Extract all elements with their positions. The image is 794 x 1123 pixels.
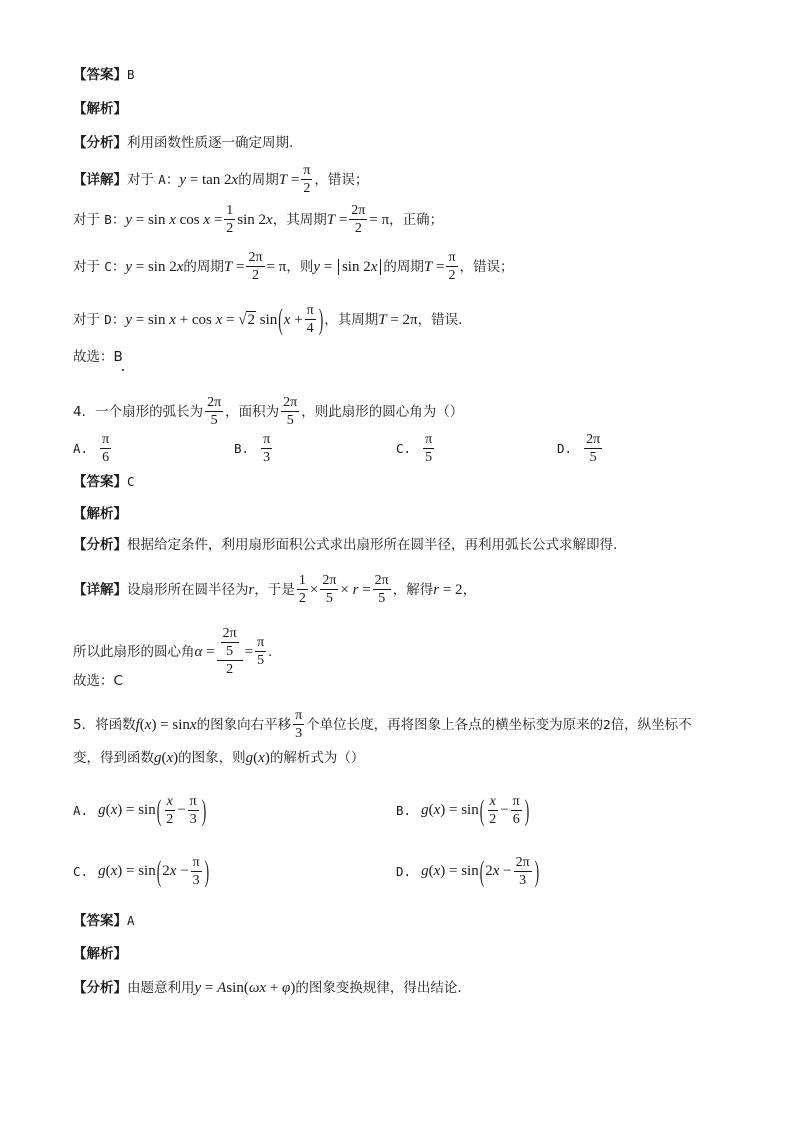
formula: y = sin x cos x = xyxy=(125,211,223,228)
stray-dot xyxy=(122,369,124,371)
fraction: $\frac{\pi}{6}$ xyxy=(512,794,520,827)
fraction: $\frac{2\pi}{3}$ xyxy=(515,855,530,888)
formula: y = tan 2x xyxy=(179,171,239,188)
answer-tag: 【答案】 xyxy=(73,67,127,83)
q3-conclusion: 故选：B xyxy=(73,349,123,365)
fraction: $\frac{x}{2}$ xyxy=(166,794,174,827)
q4-detail-2: 所以此扇形的圆心角 α = $\frac{\frac{2\pi}{5}}{2}$ = $\frac{\pi}{5}$ . xyxy=(73,626,272,677)
fraction: $\frac{\pi}{2}$ xyxy=(448,250,456,283)
q3-detail-a: 【详解】 对于 A ： y = tan 2x 的周期 T = $\frac{\pi}{2}$ ，错误； xyxy=(73,163,369,196)
fen-text: 利用函数性质逐一确定周期. xyxy=(127,135,294,151)
q5-option-c[interactable]: C. g(x) = sin ( 2x − $\frac{\pi}{3}$ ) xyxy=(73,853,210,888)
q5-answer-line: 【答案】 A xyxy=(73,913,135,929)
detail-tag: 【详解】 xyxy=(73,171,127,188)
q5-analysis-heading: 【 解析 】 xyxy=(73,946,127,962)
fraction: $\frac{\pi}{5}$ xyxy=(425,432,433,465)
analysis-label: 解析 xyxy=(86,101,114,117)
fraction: $\frac{2\pi}{2}$ xyxy=(351,203,366,236)
fraction: $\frac{2\pi}{5}$ xyxy=(322,573,337,606)
fen-tag: 【分析】 xyxy=(73,135,127,151)
q5-option-d[interactable]: D. g(x) = sin ( 2x − $\frac{2\pi}{3}$ ) xyxy=(396,853,540,888)
fraction: $\frac{\pi}{3}$ xyxy=(192,855,200,888)
formula: y = sin 2x xyxy=(125,258,184,275)
q3-detail-b: 对于 B ： y = sin x cos x = $\frac{1}{2}$ sin 2x ，其周期 T = $\frac{2\pi}{2}$ = π ，正确； xyxy=(73,203,444,236)
q4-conclusion: 故选：C xyxy=(73,673,123,689)
q4-stem: 4．一个扇形的弧长为 $\frac{2\pi}{5}$ ，面积为 $\frac{2\pi}{5}$ ，则此扇形的圆心角为（） xyxy=(73,395,464,428)
q4-detail-1: 【详解】 设扇形所在圆半径为 r ，于是 $\frac{1}{2}$ × $\frac{2\pi}{5}$ × r = $\frac{2\pi}{5}$ ，解得 r = 2 ， xyxy=(73,573,477,606)
q5-option-b[interactable]: B. g(x) = sin ( $\frac{x}{2}$ − $\frac{\pi}{6}$ ) xyxy=(396,792,530,827)
fraction: $\frac{\pi}{3}$ xyxy=(263,432,271,465)
q5-stem-2: 变，得到函数 g(x) 的图象，则 g(x) 的解析式为（） xyxy=(73,750,365,766)
fraction: $\frac{\pi}{2}$ xyxy=(303,163,311,196)
q5-stem-1: 5．将函数 f(x) = sinx 的图象向右平移 $\frac{\pi}{3}$ 个单位长度，再将图象上各点的横坐标变为原来的 2 倍，纵坐标不 xyxy=(73,708,692,741)
q3-analysis-heading: 【 解析 】 xyxy=(73,101,127,117)
fraction: $\frac{1}{2}$ xyxy=(298,573,306,606)
q5-fen-line: 【分析】 由题意利用 y = Asin(ωx + φ) 的图象变换规律，得出结论. xyxy=(73,980,462,996)
formula: y = sin x + cos x = √ 2 sin xyxy=(125,312,278,328)
q4-option-c[interactable]: C. $\frac{\pi}{5}$ xyxy=(396,432,433,465)
fraction: $\frac{\pi}{6}$ xyxy=(102,432,110,465)
fraction: $\frac{2\pi}{2}$ xyxy=(248,250,263,283)
fraction: $\frac{x}{2}$ xyxy=(489,794,497,827)
q5-option-a[interactable]: A. g(x) = sin ( $\frac{x}{2}$ − $\frac{\pi}{3}$ ) xyxy=(73,792,207,827)
q4-option-d[interactable]: D. $\frac{2\pi}{5}$ xyxy=(557,432,601,465)
fraction: $\frac{2\pi}{5}$ xyxy=(374,573,389,606)
q4-analysis-heading: 【 解析 】 xyxy=(73,506,127,522)
q4-fen-line: 【分析】 根据给定条件，利用扇形面积公式求出扇形所在圆半径，再利用弧长公式求解即得. xyxy=(73,537,618,553)
q4-answer-line: 【答案】 C xyxy=(73,474,135,490)
q4-option-b[interactable]: B. $\frac{\pi}{3}$ xyxy=(234,432,271,465)
compound-fraction: $\frac{\frac{2\pi}{5}}{2}$ xyxy=(217,626,243,677)
fraction: $\frac{2\pi}{5}$ xyxy=(207,395,222,428)
fraction: $\frac{1}{2}$ xyxy=(226,203,234,236)
answer-value: B xyxy=(127,67,135,82)
q3-detail-d: 对于 D ： y = sin x + cos x = √ 2 sin ( x + $\frac{\pi}{4}$ ) ，其周期 T = 2π ，错误. xyxy=(73,301,463,336)
q4-option-a[interactable]: A. $\frac{\pi}{6}$ xyxy=(73,432,110,465)
fraction: $\frac{\pi}{3}$ xyxy=(295,708,303,741)
fraction: $\frac{\pi}{3}$ xyxy=(189,794,197,827)
fraction: $\frac{\pi}{5}$ xyxy=(257,635,265,668)
fraction: $\frac{2\pi}{5}$ xyxy=(283,395,298,428)
fraction: $\frac{\pi}{4}$ xyxy=(306,303,314,336)
fraction: $\frac{2\pi}{5}$ xyxy=(586,432,601,465)
q3-detail-c: 对于 C ： y = sin 2x 的周期 T = $\frac{2\pi}{2}$ = π ，则 y = sin 2x 的周期 T = $\frac{\pi}{2}$ ，错误； xyxy=(73,250,514,283)
q3-fen-line xyxy=(73,135,293,151)
q3-answer-line xyxy=(73,67,135,83)
